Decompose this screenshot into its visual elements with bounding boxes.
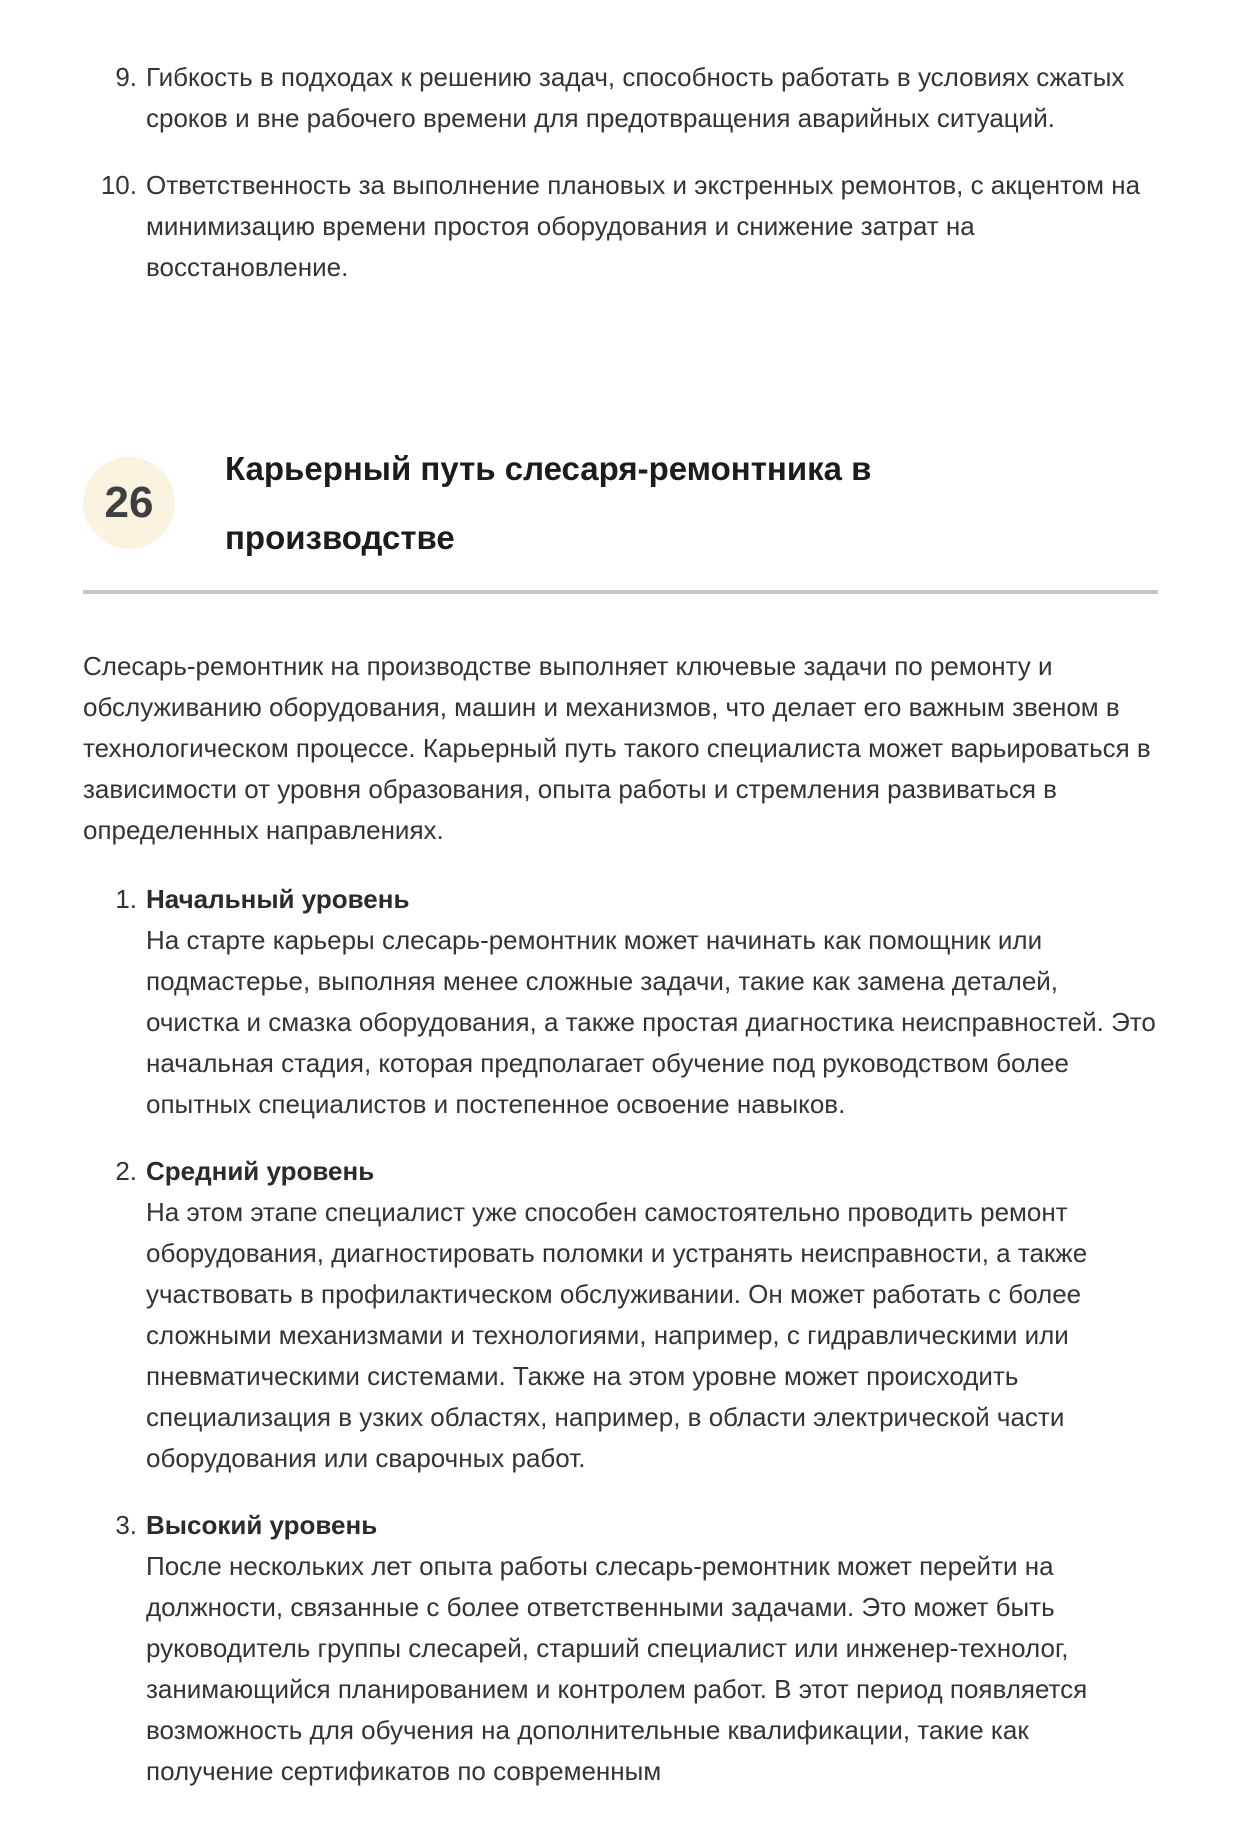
list-item-body xyxy=(146,1505,1158,1792)
level-heading: Начальный уровень xyxy=(146,884,410,914)
intro-paragraph: Слесарь-ремонтник на производстве выполняет ключевые задачи по ремонту и обслуживанию оборудования, машин и механизмов, что делает его важным звеном в технологическом процессе. Карьерный путь такого специалиста может варьироваться в зависимости от уровня образования, опыта работы и стремления развиваться в определенных направлениях. xyxy=(83,651,1151,845)
list-item-text: Ответственность за выполнение плановых и экстренных ремонтов, с акцентом на минимизацию времени простоя оборудования и снижение затрат на восстановление. xyxy=(146,170,1141,282)
list-item-text: Гибкость в подходах к решению задач, способность работать в условиях сжатых сроков и вне рабочего времени для предотвращения аварийных ситуаций. xyxy=(146,62,1125,133)
levels-section xyxy=(83,879,1158,1792)
list-item xyxy=(83,1505,1158,1792)
section-title: Карьерный путь слесаря-ремонтника в производстве xyxy=(225,450,872,556)
section-divider xyxy=(83,590,1158,594)
list-item-body xyxy=(146,1151,1158,1479)
section-number-badge: 26 xyxy=(83,457,175,549)
section-header xyxy=(83,434,1158,572)
list-item xyxy=(83,57,1158,139)
list-item-marker: 2. xyxy=(115,1156,137,1186)
list-item-marker: 9. xyxy=(115,62,137,92)
level-text: После нескольких лет опыта работы слесарь-ремонтник может перейти на должности, связанные с более ответственными задачами. Это может быть руководитель группы слесарей, старший специалист или инженер-технолог, занимающийся планированием и контролем работ. В этот период появляется возможность для обучения на дополнительные квалификации, такие как получение сертификатов по современным xyxy=(146,1551,1088,1786)
level-text: На старте карьеры слесарь-ремонтник может начинать как помощник или подмастерье, выполняя менее сложные задачи, такие как замена деталей, очистка и смазка оборудования, а также простая диагностика неисправностей. Это начальная стадия, которая предполагает обучение под руководством более опытных специалистов и постепенное освоение навыков. xyxy=(146,925,1156,1119)
list-item xyxy=(83,165,1158,288)
level-heading: Высокий уровень xyxy=(146,1510,378,1540)
levels-list xyxy=(83,879,1158,1792)
list-item-marker: 1. xyxy=(115,884,137,914)
list-item xyxy=(83,879,1158,1125)
responsibilities-list xyxy=(83,57,1158,288)
level-text: На этом этапе специалист уже способен самостоятельно проводить ремонт оборудования, диагностировать поломки и устранять неисправности, а также участвовать в профилактическом обслуживании. Он может работать с более сложными механизмами и технологиями, например, с гидравлическими или пневматическими системами. Также на этом уровне может происходить специализация в узких областях, например, в области электрической части оборудования или сварочных работ. xyxy=(146,1197,1088,1473)
list-item xyxy=(83,1151,1158,1479)
list-item-marker: 10. xyxy=(100,170,137,200)
list-item-body xyxy=(146,879,1158,1125)
level-heading: Средний уровень xyxy=(146,1156,375,1186)
list-item-marker: 3. xyxy=(115,1510,137,1540)
